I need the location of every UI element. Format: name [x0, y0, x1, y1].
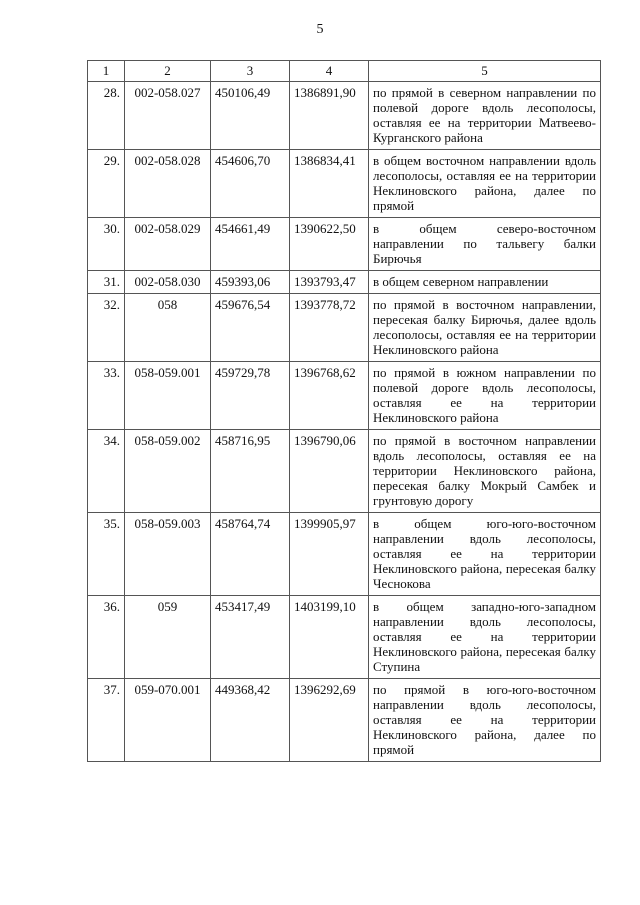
boundary-description: в общем юго-юго-восточном направлении вдоль лесополосы, оставляя ее на территории Неклиновского района, пересекая балку Чеснокова — [369, 513, 601, 596]
column-header-3: 3 — [211, 61, 290, 82]
row-number: 37. — [88, 679, 125, 762]
row-number: 29. — [88, 150, 125, 218]
point-id: 058 — [125, 294, 211, 362]
table-body — [88, 82, 601, 762]
point-id: 002-058.027 — [125, 82, 211, 150]
boundary-description: в общем западно-юго-западном направлении вдоль лесополосы, оставляя ее на территории Неклиновского района, пересекая балку Ступина — [369, 596, 601, 679]
coordinate-y: 1399905,97 — [290, 513, 369, 596]
column-header-1: 1 — [88, 61, 125, 82]
coordinate-x: 449368,42 — [211, 679, 290, 762]
row-number: 34. — [88, 430, 125, 513]
coordinate-x: 454661,49 — [211, 218, 290, 271]
coordinate-x: 459393,06 — [211, 271, 290, 294]
table-row — [88, 218, 601, 271]
boundary-description: по прямой в южном направлении по полевой дороге вдоль лесополосы, оставляя ее на территории Неклиновского района — [369, 362, 601, 430]
point-id: 002-058.028 — [125, 150, 211, 218]
boundary-description: по прямой в восточном направлении вдоль лесополосы, оставляя ее на территории Неклиновского района, пересекая балку Мокрый Самбек и грунтовую дорогу — [369, 430, 601, 513]
row-number: 35. — [88, 513, 125, 596]
coordinate-x: 459729,78 — [211, 362, 290, 430]
boundary-description: по прямой в северном направлении по полевой дороге вдоль лесополосы, оставляя ее на территории Матвеево-Курганского района — [369, 82, 601, 150]
row-number: 32. — [88, 294, 125, 362]
row-number: 36. — [88, 596, 125, 679]
column-header-2: 2 — [125, 61, 211, 82]
column-header-5: 5 — [369, 61, 601, 82]
boundary-description: в общем восточном направлении вдоль лесополосы, оставляя ее на территории Неклиновского района, далее по прямой — [369, 150, 601, 218]
point-id: 058-059.002 — [125, 430, 211, 513]
table-row — [88, 82, 601, 150]
coordinate-y: 1386891,90 — [290, 82, 369, 150]
coordinate-y: 1393793,47 — [290, 271, 369, 294]
row-number: 31. — [88, 271, 125, 294]
table-row — [88, 513, 601, 596]
point-id: 059-070.001 — [125, 679, 211, 762]
page-number: 5 — [316, 22, 324, 37]
boundary-description: в общем северном направлении — [369, 271, 601, 294]
boundary-points-table — [87, 60, 601, 762]
row-number: 33. — [88, 362, 125, 430]
coordinate-y: 1396790,06 — [290, 430, 369, 513]
coordinate-y: 1403199,10 — [290, 596, 369, 679]
table-row — [88, 596, 601, 679]
table-row — [88, 150, 601, 218]
coordinate-y: 1393778,72 — [290, 294, 369, 362]
table-row — [88, 294, 601, 362]
boundary-description: по прямой в восточном направлении, пересекая балку Бирючья, далее вдоль лесополосы, оставляя ее на территории Неклиновского района — [369, 294, 601, 362]
table-row — [88, 271, 601, 294]
coordinate-y: 1386834,41 — [290, 150, 369, 218]
coordinate-x: 458716,95 — [211, 430, 290, 513]
point-id: 002-058.029 — [125, 218, 211, 271]
table-row — [88, 679, 601, 762]
coordinate-x: 453417,49 — [211, 596, 290, 679]
coordinate-y: 1396768,62 — [290, 362, 369, 430]
point-id: 058-059.003 — [125, 513, 211, 596]
point-id: 059 — [125, 596, 211, 679]
coordinate-y: 1390622,50 — [290, 218, 369, 271]
row-number: 30. — [88, 218, 125, 271]
point-id: 058-059.001 — [125, 362, 211, 430]
table-row — [88, 362, 601, 430]
coordinate-x: 454606,70 — [211, 150, 290, 218]
table-header-row — [88, 61, 601, 82]
boundary-description: в общем северо-восточном направлении по тальвегу балки Бирючья — [369, 218, 601, 271]
coordinate-x: 450106,49 — [211, 82, 290, 150]
coordinate-x: 459676,54 — [211, 294, 290, 362]
coordinate-y: 1396292,69 — [290, 679, 369, 762]
table-header — [88, 61, 601, 82]
column-header-4: 4 — [290, 61, 369, 82]
coordinate-x: 458764,74 — [211, 513, 290, 596]
row-number: 28. — [88, 82, 125, 150]
table-row — [88, 430, 601, 513]
point-id: 002-058.030 — [125, 271, 211, 294]
boundary-description: по прямой в юго-юго-восточном направлении вдоль лесополосы, оставляя ее на территории Неклиновского района, далее по прямой — [369, 679, 601, 762]
